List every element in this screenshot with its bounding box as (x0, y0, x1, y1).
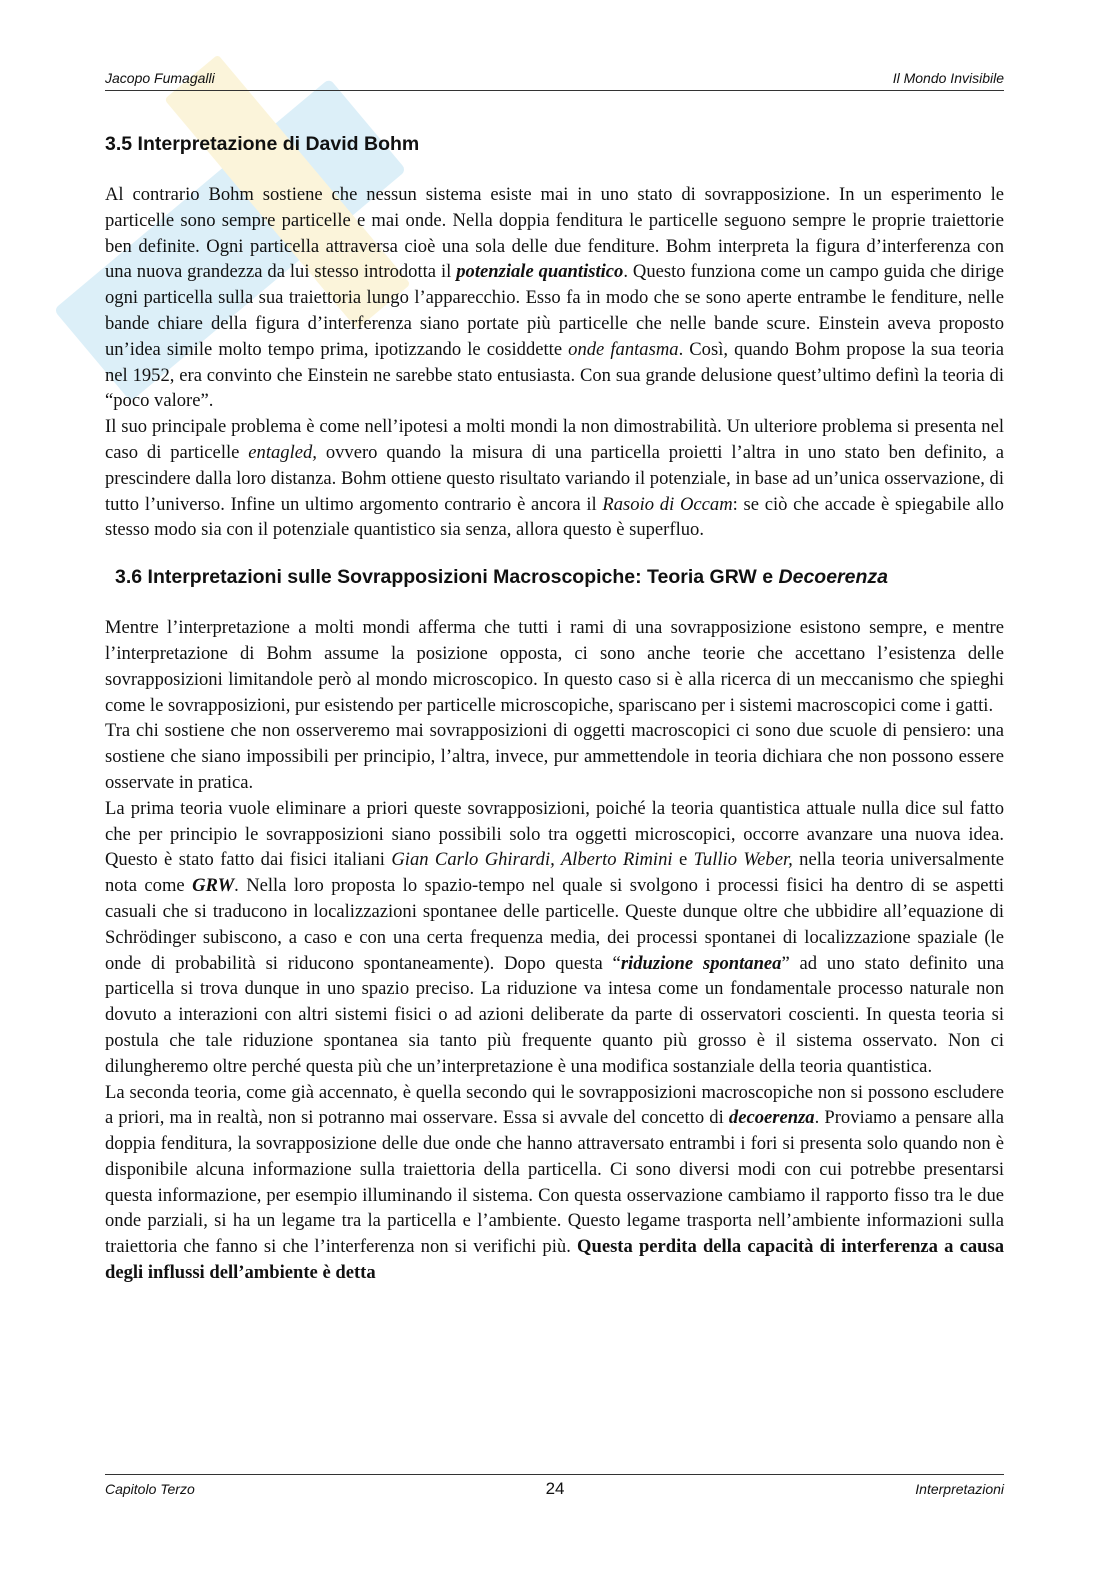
header-title: Il Mondo Invisibile (892, 70, 1004, 86)
text-run: . Nella loro proposta lo spazio-tempo nel quale si svolgono i processi fisici ha dentro di se aspetti casuali che si traducono in localizzazioni spontanee delle particelle. Queste dunque oltre che ubbidire all’equazione di Schrödinger subiscono, a caso e con una certa frequenza media, dei processi spontanei di localizzazione spaziale (le onde di probabilità si riducono spontaneamente). Dopo questa “ (105, 875, 1005, 974)
text-run: nella teoria universalmente nota come (105, 849, 1004, 897)
page-footer (105, 1474, 1004, 1499)
text-run: Al contrario Bohm sostiene che nessun sistema esiste mai in uno stato di sovrapposizione. In un esperimento le particelle sono sempre particelle e mai onde. Nella doppia fenditura le particelle seguono sempre le proprie traiettorie ben definite. Ogni particella attraversa cioè una sola delle due fenditure. Bohm interpreta la figura d’interferenza con una nuova grandezza da lui stesso introdotta il (105, 184, 1004, 283)
text-run: Mentre l’interpretazione a molti mondi afferma che tutti i rami di una sovrapposizione esistono sempre, e mentre l’interpretazione di Bohm assume la posizione opposta, ci sono anche teorie che accettano l’esistenza delle sovrapposizioni limitandole però al mondo microscopico. In questo caso si è alla ricerca di un meccanismo che spieghi come le sovrapposizioni, pur esistendo per particelle microscopiche, spariscano per i sistemi macroscopici come i gatti. (105, 617, 1004, 716)
text-run: La prima teoria vuole eliminare a priori queste sovrapposizioni, poiché la teoria quantistica attuale nulla dice sul fatto che per principio le sovrapposizioni siano possibili solo tra oggetti microscopici, occorre avanzare una nuova idea. Questo è stato fatto dai fisici italiani (105, 797, 1004, 871)
text-run: . Così, quando Bohm propose la sua teoria nel 1952, era convinto che Einstein ne sarebbe stato entusiasta. Con sua grande delusione quest’ultimo definì la teoria di “poco valore”. (105, 338, 1005, 412)
paragraph (105, 1080, 1004, 1286)
heading-text: 3.6 Interpretazioni sulle Sovrapposizioni Macroscopiche: Teoria GRW e (115, 566, 779, 589)
emphasis: entagled, (248, 441, 317, 463)
paragraph (105, 615, 1004, 718)
paragraph (105, 182, 1004, 414)
text-run: ” ad uno stato definito una particella si trova dunque in uno spazio preciso. La riduzione va intesa come un fondamentale processo naturale non dovuto a interazioni con altri sistemi fisici o ad azioni deliberate da parte di osservatori coscienti. In questa teoria si postula che tale riduzione spontanea sia tanto più frequente quanto più grosso è il sistema osservato. Non ci dilungheremo oltre perché questa più che un’interpretazione è una modifica sostanziale della teoria quantistica. (105, 952, 1005, 1077)
text-run: La seconda teoria, come già accennato, è quella secondo qui le sovrapposizioni macroscopiche non si possono escludere a priori, ma in realtà, non si potranno mai osservare. Essa si avvale del concetto di (105, 1081, 1004, 1129)
text-run: : se ciò che accade è spiegabile allo stesso modo sia con il potenziale quantistico sia senza, allora questo è superfluo. (105, 493, 1004, 541)
paragraph (105, 414, 1004, 543)
emphasis: riduzione spontanea (620, 952, 782, 974)
emphasis: Tullio Weber, (693, 849, 793, 871)
page-header (105, 70, 1004, 91)
paragraph (105, 796, 1004, 1080)
bold-text: Questa perdita della capacità di interferenza a causa degli influssi dell’ambiente è detta (105, 1236, 1005, 1284)
text-run: e (672, 849, 694, 871)
section-heading-3-5: 3.5 Interpretazione di David Bohm (105, 133, 420, 155)
emphasis: onde fantasma (568, 338, 679, 360)
paragraph (105, 718, 1004, 795)
header-author: Jacopo Fumagalli (105, 70, 215, 86)
text-run: ovvero quando la misura di una particella proietti l’altra in uno stato ben definito, a prescindere dalla loro distanza. Bohm ottiene questo risultato variando il potenziale, in base ad un’unica osservazione, di tutto l’universo. Infine un ultimo argomento contrario è ancora il (105, 441, 1004, 515)
emphasis: GRW (192, 875, 235, 897)
heading-emphasis: Decoerenza (778, 566, 888, 589)
emphasis: decoerenza (728, 1107, 815, 1129)
emphasis: potenziale quantistico (456, 261, 624, 283)
text-run: Tra chi sostiene che non osserveremo mai sovrapposizioni di oggetti macroscopici ci sono due scuole di pensiero: una sostiene che siano impossibili per principio, l’altra, invece, pur ammettendole in teoria dichiara che non possono essere osservate in pratica. (105, 720, 1004, 793)
text-run: Il suo principale problema è come nell’ipotesi a molti mondi la non dimostrabilità. Un ulteriore problema si presenta nel caso di particelle (105, 416, 1004, 463)
page-content (105, 128, 1004, 1286)
text-run: . Questo funziona come un campo guida che dirige ogni particella sulla sua traiettoria lungo l’apparecchio. Esso fa in modo che se sono aperte entrambe le fenditure, nelle bande chiare della figura d’interferenza siano portate più particelle che nelle bande scure. Einstein aveva proposto un’idea simile molto tempo prima, ipotizzando le cosiddette (105, 261, 1004, 360)
text-run: . Proviamo a pensare alla doppia fenditura, la sovrapposizione delle due onde che hanno attraversato entrambi i fori si presenta solo quando non è disponibile alcuna informazione sulla traiettoria della particella. Ci sono diversi modi con cui potrebbe presentarsi questa informazione, per esempio illuminando il sistema. Con questa osservazione cambiamo il rapporto fisso tra le due onde parziali, si ha un legame tra la particella e l’ambiente. Questo legame trasporta nell’ambiente informazioni sulla traiettoria che fanno si che l’interferenza non si verifichi più. (105, 1107, 1005, 1258)
section-heading-3-6 (115, 561, 1004, 593)
footer-chapter: Capitolo Terzo (105, 1481, 195, 1497)
page-number: 24 (545, 1479, 565, 1498)
emphasis: Gian Carlo Ghirardi, Alberto Rimini (391, 849, 673, 871)
emphasis: Rasoio di Occam (602, 493, 733, 515)
footer-section: Interpretazioni (915, 1481, 1004, 1497)
